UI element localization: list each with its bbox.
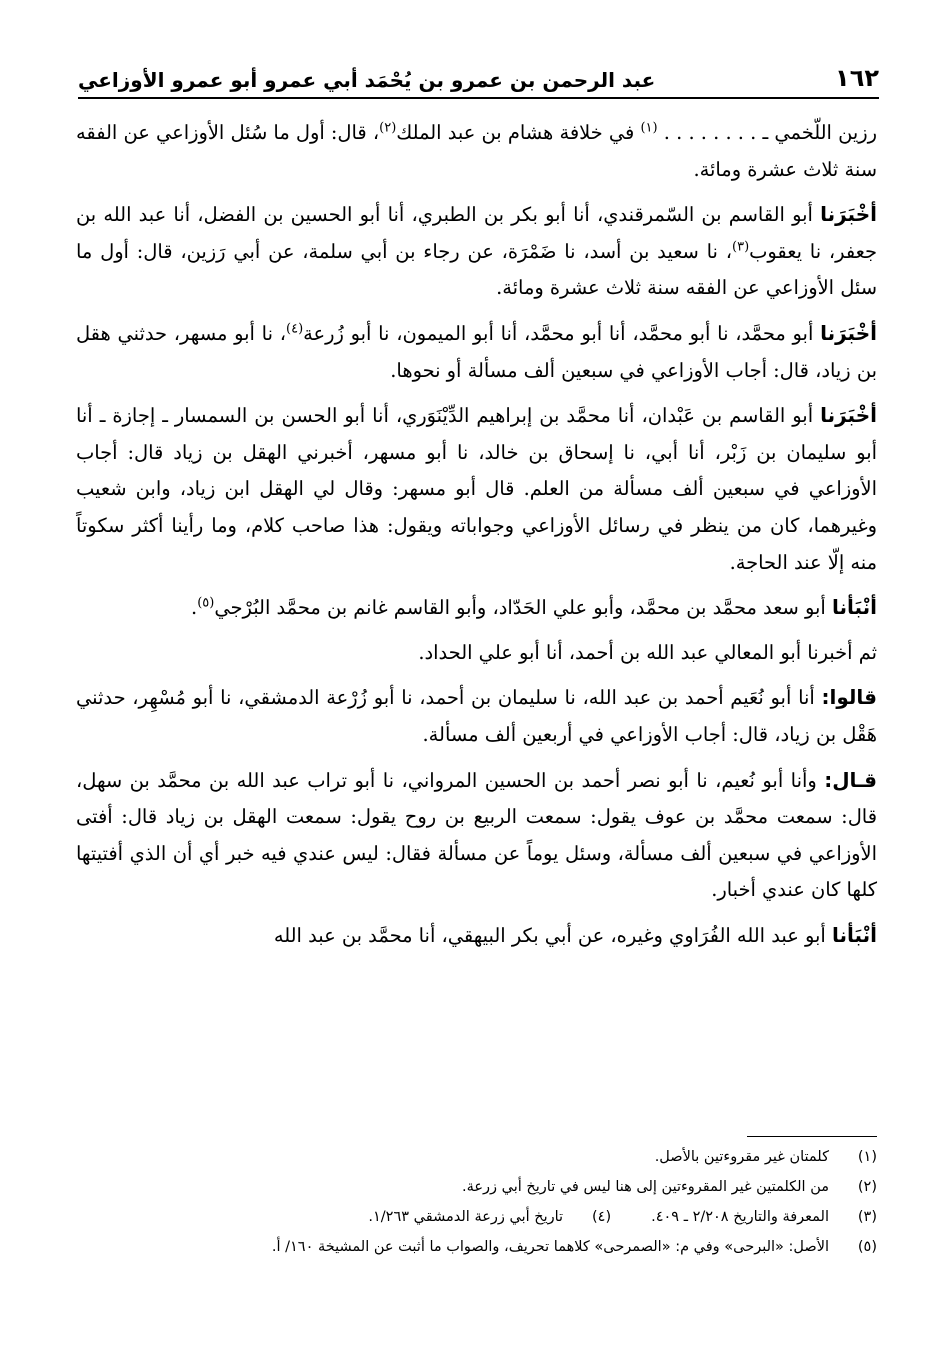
footnote-text: من الكلمتين غير المقروءتين إلى هنا ليس في تاريخ أبي زرعة. <box>461 1179 829 1195</box>
paragraph <box>76 397 877 581</box>
footnote-reference[interactable]: (٢) <box>379 120 397 136</box>
footnote <box>76 1232 877 1262</box>
paragraph-lead-word: أخْبَرَنا <box>820 403 877 428</box>
footnote-number: (٣) <box>857 1209 877 1225</box>
paragraph-lead-word: أخْبَرَنا <box>820 320 877 345</box>
footnote-text: تاريخ أبي زرعة الدمشقي ١/٢٦٣. <box>368 1209 564 1225</box>
paragraph-text: أبو محمَّد، نا أبو محمَّد، أنا أبو محمَّد، أنا أبو الميمون، نا أبو زُرعة <box>303 321 821 345</box>
paragraph <box>76 196 877 307</box>
paragraph-text: رزين اللّخمي ـ . . . . . . . . <box>657 121 877 144</box>
footnote-number: (٤) <box>591 1209 612 1225</box>
footnote-separator <box>747 1136 877 1137</box>
running-title: عبد الرحمن بن عمرو بن يُحْمَد أبي عمرو أبو عمرو الأوزاعي <box>78 68 656 92</box>
footnote-reference[interactable]: (٥) <box>197 595 215 611</box>
paragraph <box>76 635 877 672</box>
paragraph <box>76 762 877 909</box>
footnote-text: كلمتان غير مقروءتين بالأصل. <box>654 1149 829 1165</box>
paragraph <box>76 917 877 955</box>
paragraph-lead-word: أنْبَأنا <box>831 922 877 947</box>
paragraph <box>76 589 877 627</box>
footnotes <box>76 1142 877 1262</box>
footnote <box>651 1202 877 1232</box>
footnote-reference[interactable]: (٣) <box>732 239 750 255</box>
paragraph-text: ، نا سعيد بن أسد، نا ضَمْرَة، عن رجاء بن أبي سلمة، عن أبي رَزين، قال: أول ما سئل الأوزاعي عن الفقه سنة ثلاث عشرة ومائة. <box>76 239 877 300</box>
footnote-text: الأصل: «البرحى» وفي م: «الصمرحى» كلاهما تحريف، والصواب ما أثبت عن المشيخة ١٦٠/ أ. <box>271 1239 829 1255</box>
paragraph-lead-word: قالوا: <box>821 685 877 710</box>
paragraph-text: . <box>191 596 198 620</box>
paragraph-text: وأنا أبو نُعيم، نا أبو نصر أحمد بن الحسين المرواني، نا أبو تراب عبد الله بن محمَّد بن سهل، قال: سمعت محمَّد بن عوف يقول: سمعت الربيع بن روح يقول: سمعت الهقل بن زياد قال: أفتى الأوزاعي في سبعين ألف مسألة، وسئل يوماً عن مسألة فقال: ليس عندي فيه خبر أي أن الذي أفتيتها كلها كان عندي أخبار. <box>76 768 877 902</box>
page-number: ١٦٢ <box>835 64 879 92</box>
paragraph-text: أبو عبد الله الفُرَاوي وغيره، عن أبي بكر البيهقي، أنا محمَّد بن عبد الله <box>273 923 832 947</box>
footnote <box>76 1142 877 1172</box>
paragraph <box>76 315 877 389</box>
paragraph-text: ، قال: أول ما سُئل الأوزاعي عن الفقه سنة ثلاث عشرة ومائة. <box>76 121 877 181</box>
footnote-pair <box>76 1202 877 1232</box>
paragraph-lead-word: أنْبَأنا <box>831 595 877 620</box>
page-header <box>78 52 879 99</box>
paragraph <box>76 679 877 753</box>
paragraph-lead-word: قـال: <box>824 767 877 792</box>
footnote-reference[interactable]: (١) <box>640 120 658 136</box>
paragraph-lead-word: أخْبَرَنا <box>820 202 877 227</box>
footnote <box>76 1172 877 1202</box>
footnote-number: (٥) <box>857 1239 877 1255</box>
footnote-reference[interactable]: (٤) <box>286 321 304 337</box>
paragraph-text: ثم أخبرنا أبو المعالي عبد الله بن أحمد، أنا أبو علي الحداد. <box>418 640 877 664</box>
paragraph <box>76 115 877 188</box>
paragraph-text: أنا أبو نُعَيم أحمد بن عبد الله، نا سليمان بن أحمد، نا أبو زُرْعة الدمشقي، نا أبو مُسْهِر، حدثني هَقْل بن زياد، قال: أجاب الأوزاعي في أربعين ألف مسألة. <box>76 686 877 746</box>
paragraph-text: في خلافة هشام بن عبد الملك <box>396 121 641 144</box>
footnote-number: (١) <box>857 1149 877 1165</box>
paragraph-text: أبو سعد محمَّد بن محمَّد، وأبو علي الحَدّاد، وأبو القاسم غانم بن محمَّد البُرْجي <box>214 596 832 620</box>
paragraph-text: أبو القاسم بن السّمرقندي، أنا أبو بكر بن الطبري، أنا أبو الحسين بن الفضل، أنا عبد الله بن جعفر، نا يعقوب <box>76 203 878 263</box>
paragraph-text: أبو القاسم بن عَبْدان، أنا محمَّد بن إبراهيم الدِّيْنَوَري، أنا أبو الحسن بن السمسار ـ إجازة ـ أنا أبو سليمان بن زَبْر، أنا أبي، نا إسحاق بن خالد، نا أبو مسهر، أخبرني الهقل بن زياد قال: أجاب الأوزاعي في سبعين ألف مسألة من العلم. قال أبو مسهر: وقال لي الهقل ابن زياد، وابن شعيب وغيرهما، كان من ينظر في رسائل الأوزاعي وجواباته ويقول: هذا صاحب كلام، وما رأينا أكثر سكوتاً منه إلّا عند الحاجة. <box>76 404 877 574</box>
footnote-number: (٢) <box>857 1179 877 1195</box>
paragraph-text: ، نا أبو مسهر، حدثني هقل بن زياد، قال: أجاب الأوزاعي في سبعين ألف مسألة أو نحوها. <box>76 321 877 382</box>
footnote-text: المعرفة والتاريخ ٢/٢٠٨ ـ ٤٠٩. <box>651 1209 829 1225</box>
main-text <box>76 115 877 962</box>
footnote <box>368 1202 611 1232</box>
